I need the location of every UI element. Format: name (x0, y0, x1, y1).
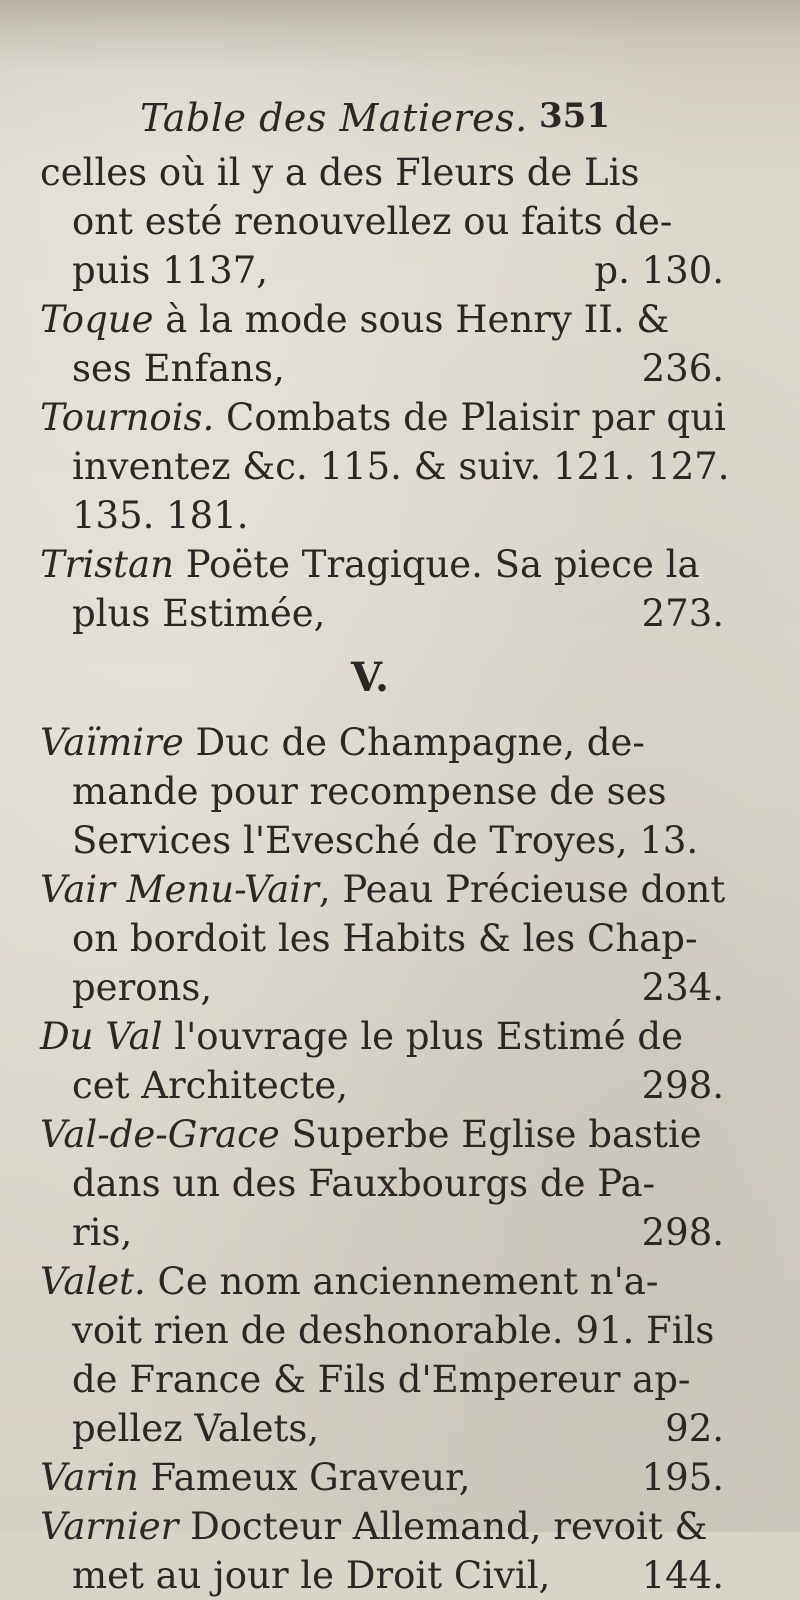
page-reference: p. 130. (594, 249, 724, 292)
index-text: dans un des Fauxbourgs de Pa- (72, 1162, 656, 1205)
page-top-edge (0, 0, 800, 70)
index-text: plus Estimée, (72, 592, 326, 635)
index-line (40, 344, 760, 393)
index-block-v (40, 718, 760, 1600)
index-text: celles où il y a des Fleurs de Lis (40, 151, 640, 194)
page-reference: 298. (641, 1064, 724, 1107)
index-text: de France & Fils d'Empereur ap- (72, 1358, 691, 1401)
page-reference: 298. (641, 1211, 724, 1254)
index-text: Services l'Evesché de Troyes, 13. (72, 819, 699, 862)
index-term: Varin (40, 1456, 139, 1499)
index-text: 135. 181. (72, 494, 249, 537)
index-term: Val-de-Grace (40, 1113, 280, 1156)
index-text: voit rien de deshonorable. 91. Fils (72, 1309, 715, 1352)
page-reference: 273. (641, 592, 724, 635)
index-text: Docteur Allemand, revoit & (178, 1505, 708, 1548)
index-text: Fameux Graveur, (138, 1456, 471, 1499)
page-reference: 144. (641, 1554, 724, 1597)
index-line (40, 914, 760, 963)
index-term: Valet. (40, 1260, 146, 1303)
index-line (40, 718, 760, 767)
index-text: , Peau Précieuse dont (318, 868, 726, 911)
index-line (40, 1159, 760, 1208)
index-text: Combats de Plaisir par qui (214, 396, 726, 439)
index-line (40, 1355, 760, 1404)
page-number: 351 (539, 96, 610, 136)
index-line (40, 442, 760, 491)
index-line (40, 1208, 760, 1257)
index-term: Varnier (40, 1505, 179, 1548)
index-line (40, 1404, 760, 1453)
index-text: l'ouvrage le plus Estimé de (162, 1015, 683, 1058)
index-line (40, 589, 760, 638)
index-text: Poëte Tragique. Sa piece la (173, 543, 700, 586)
index-text: perons, (72, 966, 213, 1009)
index-term: Tournois. (40, 396, 215, 439)
index-line (40, 767, 760, 816)
index-line (40, 197, 760, 246)
index-line (40, 1061, 760, 1110)
index-line (40, 1257, 760, 1306)
index-text: Ce nom anciennement n'a- (145, 1260, 659, 1303)
index-line (40, 393, 760, 442)
index-term: Vaïmire (40, 721, 184, 764)
index-line (40, 1551, 760, 1600)
running-title: Table des Matieres. (140, 96, 528, 140)
index-line (40, 865, 760, 914)
index-term: Du Val (40, 1015, 163, 1058)
index-block-t (40, 148, 760, 638)
index-line (40, 1012, 760, 1061)
index-text: pellez Valets, (72, 1407, 320, 1450)
index-text: Superbe Eglise bastie (279, 1113, 702, 1156)
index-text: on bordoit les Habits & les Chap- (72, 917, 698, 960)
index-text: ses Enfans, (72, 347, 285, 390)
index-term: Vair Menu-Vair (40, 868, 319, 911)
index-line (40, 1453, 760, 1502)
index-text: puis 1137, (72, 249, 269, 292)
index-term: Tristan (40, 543, 174, 586)
index-text: ris, (72, 1211, 133, 1254)
page-header (140, 96, 610, 146)
index-line (40, 491, 760, 540)
index-line (40, 295, 760, 344)
page-reference: 92. (665, 1407, 724, 1450)
index-line (40, 148, 760, 197)
page-reference: 195. (641, 1456, 724, 1499)
index-line (40, 963, 760, 1012)
index-line (40, 816, 760, 865)
index-line (40, 540, 760, 589)
index-line (40, 246, 760, 295)
index-line (40, 1502, 760, 1551)
index-text: mande pour recompense de ses (72, 770, 667, 813)
index-text: à la mode sous Henry II. & (153, 298, 670, 341)
index-text: ont esté renouvellez ou faits de- (72, 200, 673, 243)
letter-heading: V. (351, 654, 389, 701)
index-line (40, 1110, 760, 1159)
index-term: Toque (40, 298, 154, 341)
index-text: met au jour le Droit Civil, (72, 1554, 551, 1597)
index-text: cet Architecte, (72, 1064, 349, 1107)
index-text: inventez &c. 115. & suiv. 121. 127. (72, 445, 730, 488)
page-reference: 234. (641, 966, 724, 1009)
index-line (40, 1306, 760, 1355)
page-reference: 236. (641, 347, 724, 390)
index-text: Duc de Champagne, de- (183, 721, 645, 764)
index-entries (40, 148, 760, 1600)
